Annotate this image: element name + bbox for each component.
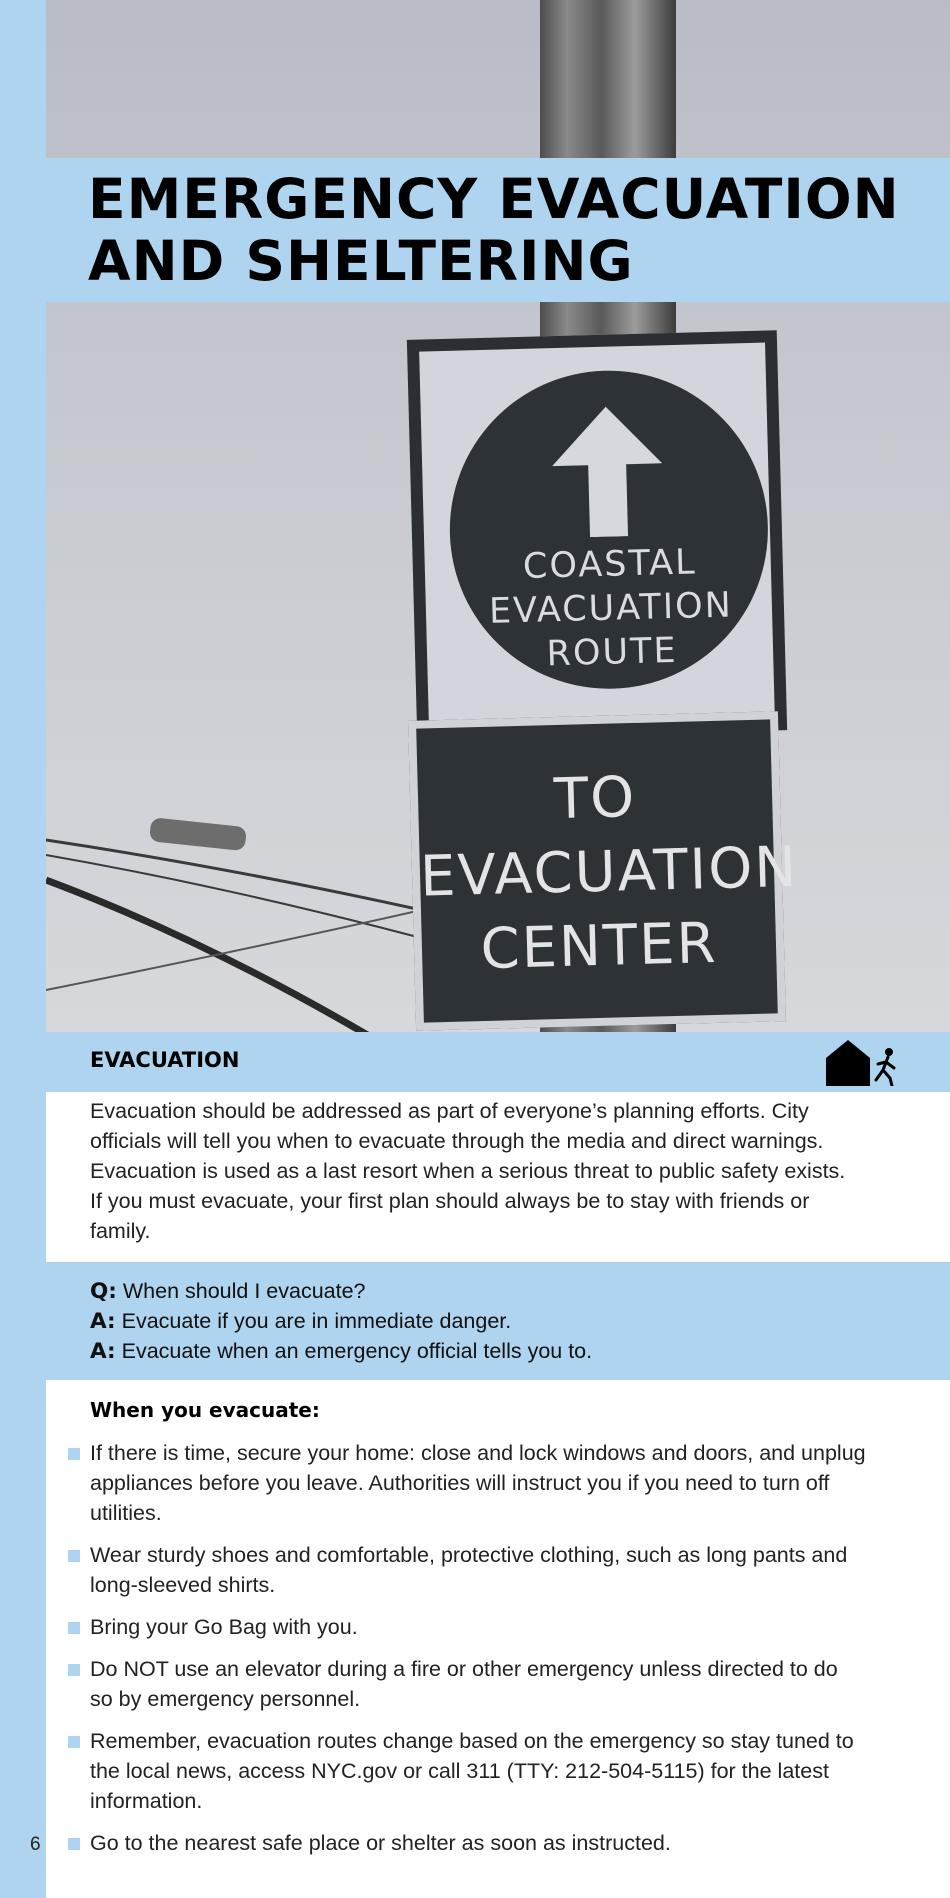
list-item — [66, 1726, 866, 1816]
qa-band — [46, 1262, 950, 1380]
evacuation-bullet-list — [66, 1438, 866, 1870]
to-evacuation-center-sign — [408, 711, 800, 1031]
qa-line — [90, 1306, 511, 1337]
qa-line — [90, 1276, 366, 1307]
bullet-square-icon — [68, 1448, 80, 1460]
when-you-evacuate-heading: When you evacuate: — [90, 1398, 320, 1422]
list-item-text: Go to the nearest safe place or shelter as soon as instructed. — [90, 1831, 671, 1855]
qa-label: Q: — [90, 1279, 117, 1304]
bullet-square-icon — [68, 1664, 80, 1676]
list-item-text: Wear sturdy shoes and comfortable, protective clothing, such as long pants and long-sleeved shirts. — [90, 1543, 848, 1597]
qa-label: A: — [90, 1339, 116, 1364]
bullet-square-icon — [68, 1838, 80, 1850]
coastal-evacuation-route-sign — [407, 330, 787, 740]
up-arrow-icon — [551, 405, 664, 538]
evacuation-intro-paragraph: Evacuation should be addressed as part of everyone’s planning efforts. City officials will tell you when to evacuate through the media and direct warnings. Evacuation is used as a last resort when a serious threat to public safety exists. If you must evacuate, your first plan should always be to stay with friends or family. — [90, 1099, 846, 1243]
list-item — [66, 1654, 866, 1714]
list-item-text: Do NOT use an elevator during a fire or other emergency unless directed to do so by emergency personnel. — [90, 1657, 838, 1711]
qa-line — [90, 1336, 592, 1367]
section-heading: EVACUATION — [90, 1048, 240, 1072]
bullet-square-icon — [68, 1622, 80, 1634]
list-item-text: If there is time, secure your home: close and lock windows and doors, and unplug appliances before you leave. Authorities will instruct you if you need to turn off utilities. — [90, 1441, 866, 1525]
list-item — [66, 1828, 866, 1858]
power-lines — [46, 780, 466, 1032]
qa-text: Evacuate when an emergency official tells you to. — [121, 1339, 593, 1363]
page-title: EMERGENCY EVACUATION AND SHELTERING — [88, 167, 900, 293]
list-item — [66, 1612, 866, 1642]
list-item — [66, 1438, 866, 1528]
list-item-text: Bring your Go Bag with you. — [90, 1615, 358, 1639]
sign-bottom-text: TO EVACUATION CENTER — [419, 764, 800, 983]
qa-text: When should I evacuate? — [122, 1279, 366, 1303]
title-band — [46, 158, 950, 302]
sign-circle — [446, 367, 772, 693]
bullet-square-icon — [68, 1736, 80, 1748]
sign-top-text: COASTAL EVACUATION ROUTE — [488, 542, 734, 675]
house-running-person-icon — [826, 1040, 898, 1086]
list-item-text: Remember, evacuation routes change based on the emergency so stay tuned to the local news, access NYC.gov or call 311 (TTY: 212-504-5115) for the latest information. — [90, 1729, 854, 1813]
qa-label: A: — [90, 1309, 116, 1334]
page-number: 6 — [30, 1834, 41, 1855]
bullet-square-icon — [68, 1550, 80, 1562]
evacuation-heading-band — [46, 1032, 950, 1092]
evacuation-sign-photo — [46, 0, 950, 1032]
list-item — [66, 1540, 866, 1600]
left-accent-strip — [0, 0, 46, 1898]
qa-text: Evacuate if you are in immediate danger. — [121, 1309, 512, 1333]
